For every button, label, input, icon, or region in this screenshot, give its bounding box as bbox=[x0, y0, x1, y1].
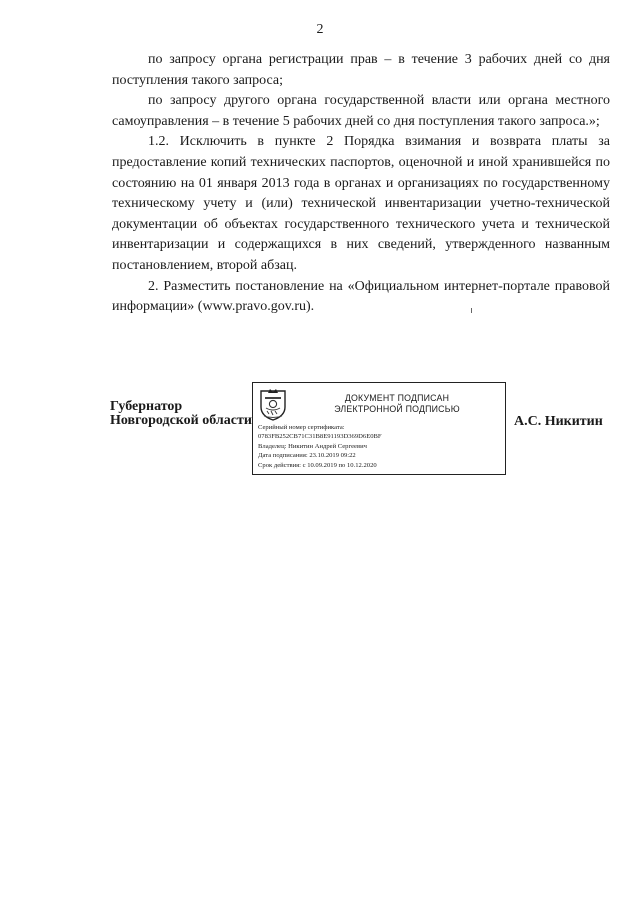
stamp-heading bbox=[297, 393, 497, 415]
signer-name: А.С. Никитин bbox=[514, 414, 603, 429]
page-number: 2 bbox=[316, 22, 324, 37]
signature-block bbox=[0, 382, 640, 482]
certificate-validity: Срок действия: с 10.09.2019 по 10.12.2020 bbox=[258, 461, 377, 469]
paragraph-other-authority-request: по запросу другого органа государственной власти или органа местного самоуправления – в течение 5 рабочих дней со дня поступления такого запроса.»; bbox=[112, 93, 610, 129]
paragraph-item-2-publication: 2. Разместить постановление на «Официальном интернет-портале правовой информации» (www.pravo.gov.ru). bbox=[112, 278, 610, 315]
document-body bbox=[112, 50, 610, 318]
coat-of-arms-icon bbox=[258, 387, 288, 421]
stamp-certificate-details bbox=[258, 423, 502, 470]
paragraph-item-1-2: 1.2. Исключить в пункте 2 Порядка взимания и возврата платы за предоставление копий технических паспортов, оценочной и иной хранившейся по состоянию на 01 января 2013 года в органах и организациях по государственному техническому учету и (или) технической инвентаризации учетно-технической документации об объектах государственного технического учета и технической инвентаризации и содержащихся в них сведений, утвержденного названным постановлением, второй абзац. bbox=[112, 134, 610, 273]
certificate-serial-label: Серийный номер сертификата: bbox=[258, 424, 345, 431]
stamp-heading-line-2: ЭЛЕКТРОННОЙ ПОДПИСЬЮ bbox=[334, 404, 460, 414]
certificate-serial-value: 0783FB252CB71C31B8E91193D369D6E0BF bbox=[258, 433, 382, 441]
signing-date: Дата подписания: 23.10.2019 09:22 bbox=[258, 452, 356, 460]
signer-title-line-2: Новгородской области bbox=[110, 413, 252, 428]
scan-speck bbox=[471, 308, 472, 313]
signer-title-line-1: Губернатор bbox=[110, 399, 183, 414]
signer-title bbox=[110, 400, 252, 428]
certificate-owner: Владелец: Никитин Андрей Сергеевич bbox=[258, 442, 367, 450]
electronic-signature-stamp bbox=[252, 382, 506, 475]
stamp-heading-line-1: ДОКУМЕНТ ПОДПИСАН bbox=[344, 393, 450, 403]
paragraph-registration-request: по запросу органа регистрации прав – в течение 3 рабочих дней со дня поступления такого запроса; bbox=[112, 52, 610, 88]
